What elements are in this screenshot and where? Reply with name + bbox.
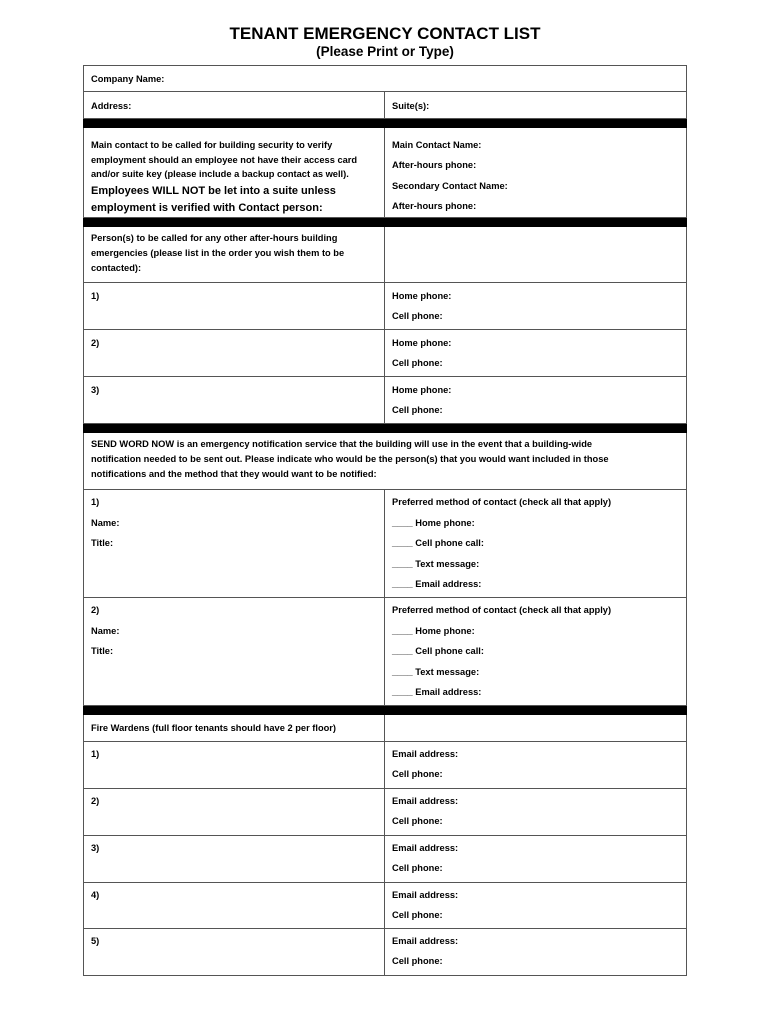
section-divider — [83, 119, 687, 128]
address-field[interactable] — [84, 92, 385, 118]
entry-number: 1) — [91, 497, 100, 507]
name-label: Name: — [91, 626, 120, 636]
fire-wardens-heading-row — [83, 715, 687, 742]
fire-wardens-heading — [84, 715, 385, 741]
fire-warden-entry — [83, 789, 687, 836]
fire-warden-entry — [83, 883, 687, 929]
fire-warden-name-field[interactable] — [84, 789, 385, 835]
empty-cell — [385, 227, 686, 282]
entry-number: 2) — [91, 796, 100, 806]
instruction-line: notifications and the method that they would want to be notified: — [91, 469, 377, 479]
email-address-label: Email address: — [392, 749, 459, 759]
email-address-label: Email address: — [392, 796, 459, 806]
text-message-option[interactable]: ____ Text message: — [392, 667, 480, 677]
emphasis-line: employment is verified with Contact person: — [91, 202, 323, 214]
contact-method-options[interactable] — [385, 598, 686, 705]
email-address-option[interactable]: ____ Email address: — [392, 579, 482, 589]
after-hours-person-field[interactable] — [84, 330, 385, 376]
cell-phone-label: Cell phone: — [392, 405, 443, 415]
page-title: TENANT EMERGENCY CONTACT LIST — [229, 24, 541, 43]
cell-phone-label: Cell phone: — [392, 311, 443, 321]
contact-method-options[interactable] — [385, 490, 686, 597]
cell-phone-label: Cell phone: — [392, 956, 443, 966]
entry-number: 5) — [91, 936, 100, 946]
section-divider — [83, 706, 687, 715]
fire-warden-name-field[interactable] — [84, 742, 385, 788]
preferred-method-label: Preferred method of contact (check all that apply) — [392, 605, 612, 615]
after-hours-person-field[interactable] — [84, 283, 385, 329]
after-hours-phone-label: After-hours phone: — [392, 160, 477, 170]
cell-phone-label: Cell phone: — [392, 863, 443, 873]
cell-phone-label: Cell phone: — [392, 769, 443, 779]
name-label: Name: — [91, 518, 120, 528]
home-phone-label: Home phone: — [392, 291, 452, 301]
text-message-option[interactable]: ____ Text message: — [392, 559, 480, 569]
entry-number: 2) — [91, 338, 100, 348]
main-contact-row — [83, 128, 687, 218]
instruction-line: emergencies (please list in the order you wish them to be — [91, 248, 345, 258]
fire-warden-contact[interactable] — [385, 836, 686, 882]
section-divider — [83, 424, 687, 433]
suites-field[interactable] — [385, 92, 686, 118]
instruction-line: notification needed to be sent out. Please indicate who would be the person(s) that you would want included in those — [91, 454, 609, 464]
secondary-contact-name-label: Secondary Contact Name: — [392, 181, 508, 191]
entry-number: 2) — [91, 605, 100, 615]
fire-warden-contact[interactable] — [385, 883, 686, 928]
fire-warden-name-field[interactable] — [84, 883, 385, 928]
fire-warden-entry — [83, 742, 687, 789]
fire-warden-entry — [83, 836, 687, 883]
home-phone-label: Home phone: — [392, 385, 452, 395]
main-contact-fields[interactable] — [385, 128, 686, 217]
send-word-now-instructions — [84, 433, 686, 489]
instruction-line: Main contact to be called for building security to verify — [91, 140, 333, 150]
cell-phone-label: Cell phone: — [392, 910, 443, 920]
page-subtitle: (Please Print or Type) — [316, 44, 454, 59]
notification-person-field[interactable] — [84, 490, 385, 597]
instruction-line: employment should an employee not have their access card — [91, 155, 358, 165]
email-address-label: Email address: — [392, 936, 459, 946]
fire-wardens-label: Fire Wardens (full floor tenants should have 2 per floor) — [91, 723, 337, 733]
fire-warden-name-field[interactable] — [84, 836, 385, 882]
company-name-field[interactable] — [84, 66, 686, 91]
suites-label: Suite(s): — [392, 101, 430, 111]
instruction-line: and/or suite key (please include a backup contact as well). — [91, 169, 349, 179]
fire-warden-entry — [83, 929, 687, 976]
cell-phone-call-option[interactable]: ____ Cell phone call: — [392, 538, 484, 548]
address-row — [83, 92, 687, 119]
after-hours-entry — [83, 330, 687, 377]
send-word-now-entry — [83, 490, 687, 598]
after-hours-phones[interactable] — [385, 330, 686, 376]
after-hours-phones[interactable] — [385, 377, 686, 423]
main-contact-instructions — [84, 128, 385, 217]
instruction-line: contacted): — [91, 263, 142, 273]
entry-number: 4) — [91, 890, 100, 900]
after-hours-instructions — [84, 227, 385, 282]
fire-warden-contact[interactable] — [385, 742, 686, 788]
after-hours-heading-row — [83, 227, 687, 283]
cell-phone-label: Cell phone: — [392, 358, 443, 368]
company-name-row — [83, 65, 687, 92]
company-name-label: Company Name: — [91, 74, 165, 84]
fire-warden-name-field[interactable] — [84, 929, 385, 975]
after-hours-phones[interactable] — [385, 283, 686, 329]
fire-warden-contact[interactable] — [385, 929, 686, 975]
emphasis-line: Employees WILL NOT be let into a suite unless — [91, 185, 336, 197]
address-label: Address: — [91, 101, 132, 111]
contact-form — [83, 65, 687, 976]
email-address-option[interactable]: ____ Email address: — [392, 687, 482, 697]
entry-number: 3) — [91, 385, 100, 395]
instruction-line: Person(s) to be called for any other after-hours building — [91, 233, 338, 243]
email-address-label: Email address: — [392, 843, 459, 853]
send-word-now-entry — [83, 598, 687, 706]
after-hours-person-field[interactable] — [84, 377, 385, 423]
secondary-after-hours-phone-label: After-hours phone: — [392, 201, 477, 211]
after-hours-entry — [83, 283, 687, 330]
cell-phone-call-option[interactable]: ____ Cell phone call: — [392, 646, 484, 656]
home-phone-option[interactable]: ____ Home phone: — [392, 626, 475, 636]
send-word-now-heading-row — [83, 433, 687, 490]
instruction-line: SEND WORD NOW is an emergency notification service that the building will use in the event that a building-wide — [91, 439, 593, 449]
notification-person-field[interactable] — [84, 598, 385, 705]
entry-number: 1) — [91, 749, 100, 759]
main-contact-name-label: Main Contact Name: — [392, 140, 482, 150]
entry-number: 3) — [91, 843, 100, 853]
preferred-method-label: Preferred method of contact (check all that apply) — [392, 497, 612, 507]
home-phone-option[interactable]: ____ Home phone: — [392, 518, 475, 528]
entry-number: 1) — [91, 291, 100, 301]
home-phone-label: Home phone: — [392, 338, 452, 348]
email-address-label: Email address: — [392, 890, 459, 900]
after-hours-entry — [83, 377, 687, 424]
cell-phone-label: Cell phone: — [392, 816, 443, 826]
empty-cell — [385, 715, 686, 741]
title-label: Title: — [91, 646, 114, 656]
section-divider — [83, 218, 687, 227]
title-label: Title: — [91, 538, 114, 548]
fire-warden-contact[interactable] — [385, 789, 686, 835]
